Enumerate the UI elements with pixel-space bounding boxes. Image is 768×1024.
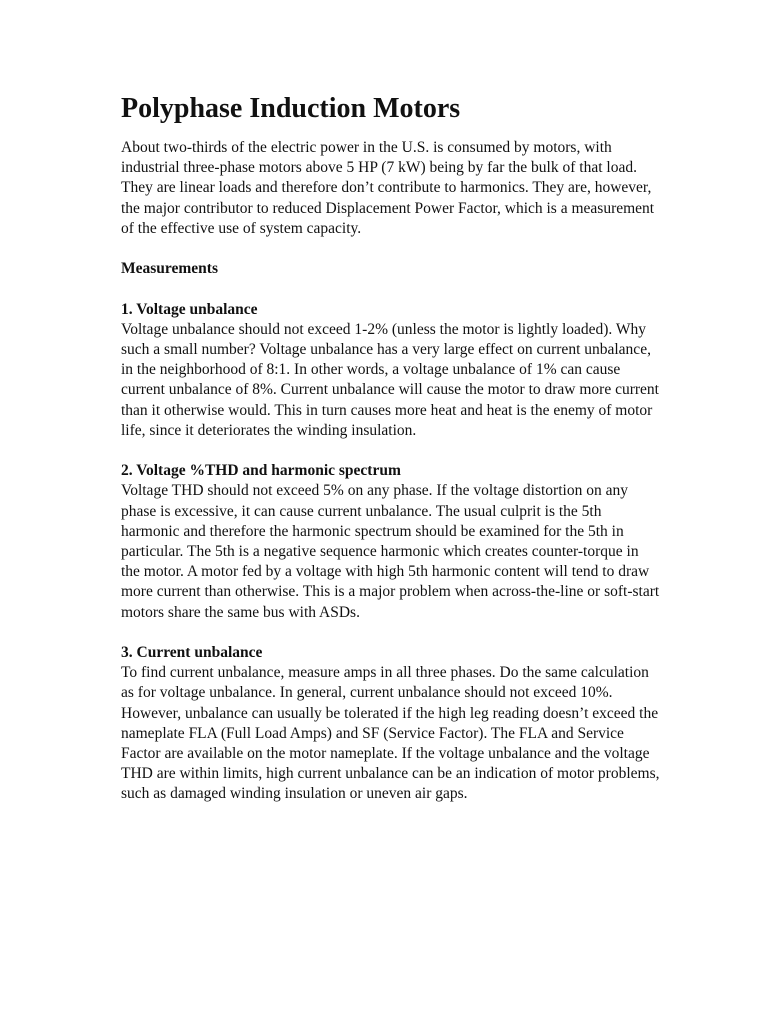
spacer bbox=[121, 279, 661, 299]
intro-paragraph: About two-thirds of the electric power in the U.S. is consumed by motors, with industrial three-phase motors above 5 HP (7 kW) being by far the bulk of that load. They are linear loads and therefore don’t contribute to harmonics. They are, however, the major contributor to reduced Displacement Power Factor, which is a measurement of the effective use of system capacity. bbox=[121, 139, 655, 237]
section-heading-voltage-unbalance: 1. Voltage unbalance bbox=[121, 300, 258, 318]
spacer bbox=[121, 441, 661, 461]
section-body-current-unbalance: To find current unbalance, measure amps in all three phases. Do the same calculation as for voltage unbalance. In general, current unbalance should not exceed 10%. However, unbalance can usually be tolerated if the high leg reading doesn’t exceed the nameplate FLA (Full Load Amps) and SF (Service Factor). The FLA and Service Factor are available on the motor nameplate. If the voltage unbalance and the voltage THD are within limits, high current unbalance can be an indication of motor problems, such as damaged winding insulation or uneven air gaps. bbox=[121, 664, 660, 803]
spacer bbox=[121, 623, 661, 643]
section-heading-current-unbalance: 3. Current unbalance bbox=[121, 644, 263, 662]
section-body-voltage-unbalance: Voltage unbalance should not exceed 1-2% (unless the motor is lightly loaded). Why such a small number? Voltage unbalance has a very large effect on current unbalance, in the neighborhood of 8:1. In other words, a voltage unbalance of 1% can cause current unbalance of 8%. Current unbalance will cause the motor to draw more current than it otherwise would. This in turn causes more heat and heat is the enemy of motor life, since it deteriorates the winding insulation. bbox=[121, 320, 659, 439]
measurements-heading: Measurements bbox=[121, 260, 218, 278]
spacer bbox=[121, 239, 661, 259]
page-title: Polyphase Induction Motors bbox=[121, 93, 461, 124]
section-body-voltage-thd: Voltage THD should not exceed 5% on any phase. If the voltage distortion on any phase is excessive, it can cause current unbalance. The usual culprit is the 5th harmonic and therefore the harmonic spectrum should be examined for the 5th in particular. The 5th is a negative sequence harmonic which creates counter-torque in the motor. A motor fed by a voltage with high 5th harmonic content will tend to draw more current than otherwise. This is a major problem when across-the-line or soft-start motors share the same bus with ASDs. bbox=[121, 482, 660, 621]
section-heading-voltage-thd: 2. Voltage %THD and harmonic spectrum bbox=[121, 462, 401, 480]
document-body bbox=[121, 92, 661, 805]
